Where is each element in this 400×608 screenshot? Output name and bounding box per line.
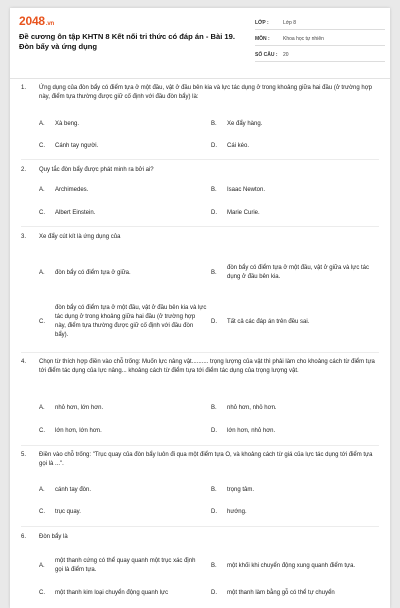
option-c[interactable] [39, 589, 204, 598]
option-letter: D. [211, 428, 217, 434]
question-number: 5. [21, 452, 27, 458]
option-c[interactable] [39, 209, 199, 218]
option-letter: D. [211, 210, 217, 216]
page-title: Đề cương ôn tập KHTN 8 Kết nối tri thức có đáp án - Bài 19. Đòn bẩy và ứng dụng [19, 32, 235, 51]
option-a[interactable] [39, 259, 204, 287]
option-text: đòn bẩy có điểm tựa ở giữa. [55, 269, 131, 276]
option-b[interactable] [211, 259, 381, 287]
meta-label: SỐ CÂU : [255, 52, 278, 58]
question-divider [21, 352, 379, 353]
option-text: Cánh tay người. [55, 143, 99, 149]
option-b[interactable] [211, 555, 376, 577]
option-letter: C. [39, 428, 45, 434]
option-text: trọng tâm. [227, 487, 255, 493]
option-d[interactable] [211, 508, 381, 517]
option-text: Tất cả các đáp án trên đều sai. [227, 318, 310, 325]
question-divider [21, 159, 379, 160]
option-text: một khối khi chuyển động xung quanh điểm tựa. [227, 562, 356, 569]
question-text: Xe đẩy cút kít là ứng dụng của [39, 234, 121, 240]
option-text: hướng. [227, 509, 247, 515]
option-a[interactable] [39, 486, 199, 495]
option-letter: B. [211, 269, 217, 276]
option-letter: A. [39, 405, 45, 411]
question-divider [21, 226, 379, 227]
option-text: Cái kéo. [227, 143, 250, 149]
meta-label: LỚP : [255, 20, 269, 26]
meta-row-class [255, 14, 385, 30]
option-letter: A. [39, 269, 45, 276]
option-b[interactable] [211, 486, 381, 495]
option-letter: B. [211, 121, 217, 127]
option-a[interactable] [39, 555, 204, 577]
option-text: Xe đẩy hàng. [227, 121, 263, 127]
question-number: 3. [21, 234, 27, 240]
option-text: cánh tay đòn. [55, 487, 92, 493]
option-letter: C. [39, 318, 45, 325]
question-text: Ứng dụng của đòn bẩy có điểm tựa ở một đầu, vật ở đầu bên kia và lực tác dụng ở trong khoảng giữa hai đầu (ở trường hợp này, điểm tựa thường được giữ cố định với đầu đòn bẩy) là: [39, 85, 372, 101]
option-b[interactable] [211, 120, 381, 129]
option-letter: B. [211, 405, 217, 411]
meta-label: MÔN : [255, 36, 270, 42]
option-letter: A. [39, 187, 45, 193]
option-a[interactable] [39, 120, 199, 129]
question-4 [21, 358, 381, 377]
meta-row-subject [255, 30, 385, 46]
option-text: lớn hơn, lớn hơn. [55, 428, 102, 434]
option-letter: D. [211, 509, 217, 515]
question-number: 6. [21, 534, 27, 540]
option-c[interactable] [39, 508, 199, 517]
option-letter: D. [211, 143, 217, 149]
logo-suffix: .vn [45, 21, 54, 27]
question-text: Đòn bẩy là [39, 534, 68, 540]
meta-value: Lớp 8 [283, 20, 297, 26]
question-2 [21, 166, 381, 175]
question-number: 2. [21, 167, 27, 173]
option-letter: B. [211, 562, 217, 569]
option-d[interactable] [211, 298, 381, 346]
option-letter: C. [39, 143, 45, 149]
option-c[interactable] [39, 142, 199, 151]
option-d[interactable] [211, 209, 381, 218]
document-page [10, 8, 390, 608]
option-letter: B. [211, 187, 217, 193]
option-letter: A. [39, 487, 45, 493]
option-d[interactable] [211, 589, 376, 598]
option-c[interactable] [39, 427, 199, 436]
question-6 [21, 533, 381, 542]
option-text: Albert Einstein. [55, 210, 96, 216]
question-text: Quy tắc đòn bẩy được phát minh ra bởi ai? [39, 167, 154, 173]
question-text: Điền vào chỗ trống: "Trục quay của đòn bẩy luôn đi qua một điểm tựa O, và khoảng cách từ giá của lực tác dụng tới điểm tựa gọi là ...". [39, 452, 373, 468]
option-text: Archimedes. [55, 187, 89, 193]
option-d[interactable] [211, 427, 381, 436]
option-text: đòn bẩy có điểm tựa ở một đầu, vật ở đầu bên kia và lực tác dụng ở trong khoảng giữa hai đầu (ở trường hợp này, điểm tựa thường được giữ cố định với đầu đòn bẩy). [55, 305, 207, 338]
option-text: Marie Curie. [227, 210, 260, 216]
option-text: lớn hơn, nhỏ hơn. [227, 428, 276, 434]
meta-value: 20 [283, 52, 289, 58]
question-divider [21, 445, 379, 446]
option-text: nhỏ hơn, nhỏ hơn. [227, 405, 277, 411]
option-text: một thanh làm bằng gỗ có thể tự chuyển [227, 590, 335, 596]
site-logo[interactable] [19, 14, 54, 28]
question-5 [21, 451, 381, 470]
question-number: 1. [21, 85, 27, 91]
document-meta [255, 14, 385, 62]
option-text: Isaac Newton. [227, 187, 266, 193]
option-letter: B. [211, 487, 217, 493]
question-text: Chọn từ thích hợp điền vào chỗ trống: Muốn lực nâng vật.......... trọng lượng của vật thì phải làm cho khoảng cách từ điểm tựa tới điểm tác dụng của lực nâng... khoảng cách từ điểm tựa tới điểm tác dụng của trọng lượng vật. [39, 359, 375, 375]
option-text: một thanh cứng có thể quay quanh một trục xác định gọi là điểm tựa. [55, 558, 196, 573]
option-letter: A. [39, 121, 45, 127]
option-letter: C. [39, 590, 45, 596]
meta-value: Khoa học tự nhiên [283, 36, 324, 42]
option-letter: C. [39, 210, 45, 216]
option-letter: A. [39, 562, 45, 569]
option-c[interactable] [39, 298, 207, 346]
question-divider [21, 526, 379, 527]
question-number: 4. [21, 359, 27, 365]
option-text: Xà beng. [55, 121, 80, 127]
option-letter: C. [39, 509, 45, 515]
option-letter: D. [211, 318, 217, 325]
document-header [10, 8, 390, 79]
question-3 [21, 233, 381, 242]
option-letter: D. [211, 590, 217, 596]
option-b[interactable] [211, 186, 381, 195]
option-d[interactable] [211, 142, 381, 151]
question-1 [21, 84, 381, 103]
option-a[interactable] [39, 186, 199, 195]
option-text: một thanh kim loại chuyển động quanh lực [55, 590, 169, 596]
option-b[interactable] [211, 404, 381, 413]
option-text: nhỏ hơn, lớn hơn. [55, 405, 104, 411]
meta-row-count [255, 46, 385, 62]
option-text: đòn bẩy có điểm tựa ở một đầu, vật ở giữa và lực tác dụng ở đầu bên kia. [227, 265, 369, 280]
logo-text: 2048 [19, 14, 45, 28]
option-text: trục quay. [55, 509, 81, 515]
option-a[interactable] [39, 404, 199, 413]
